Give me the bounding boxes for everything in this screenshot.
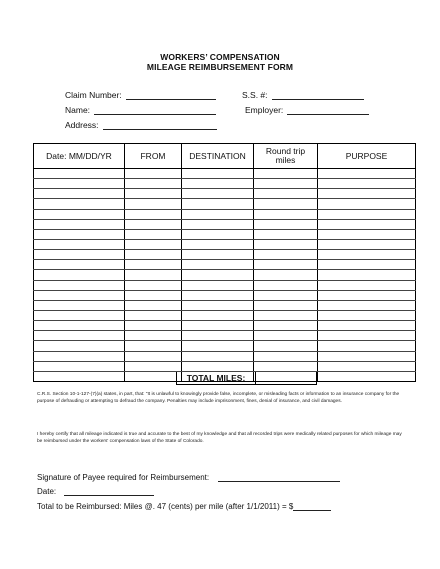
cell-purpose[interactable] — [318, 199, 416, 209]
cell-from[interactable] — [125, 250, 182, 260]
cell-date[interactable] — [34, 179, 125, 189]
ss-label: S.S. #: — [242, 90, 268, 100]
table-row — [34, 270, 416, 280]
cell-miles[interactable] — [254, 209, 318, 219]
cell-miles[interactable] — [254, 229, 318, 239]
cell-from[interactable] — [125, 229, 182, 239]
cell-purpose[interactable] — [318, 351, 416, 361]
table-row — [34, 219, 416, 229]
table-row — [34, 229, 416, 239]
cell-date[interactable] — [34, 239, 125, 249]
employer-input[interactable] — [287, 105, 369, 115]
cell-from[interactable] — [125, 351, 182, 361]
cell-purpose[interactable] — [318, 280, 416, 290]
cell-purpose[interactable] — [318, 371, 416, 381]
cell-miles[interactable] — [254, 189, 318, 199]
table-row — [34, 361, 416, 371]
cell-from[interactable] — [125, 341, 182, 351]
cell-destination[interactable] — [182, 351, 254, 361]
cell-purpose[interactable] — [318, 341, 416, 351]
date-input[interactable] — [64, 487, 154, 496]
address-field[interactable] — [65, 120, 217, 130]
cell-miles[interactable] — [254, 239, 318, 249]
cell-destination[interactable] — [182, 310, 254, 320]
cell-purpose[interactable] — [318, 361, 416, 371]
cell-date[interactable] — [34, 300, 125, 310]
cell-destination[interactable] — [182, 229, 254, 239]
cell-from[interactable] — [125, 280, 182, 290]
claim-number-label: Claim Number: — [65, 90, 122, 100]
cell-purpose[interactable] — [318, 169, 416, 179]
signature-input[interactable] — [218, 473, 340, 482]
cell-purpose[interactable] — [318, 290, 416, 300]
cell-from[interactable] — [125, 310, 182, 320]
cell-miles[interactable] — [254, 199, 318, 209]
cell-miles[interactable] — [254, 250, 318, 260]
table-row — [34, 239, 416, 249]
cell-purpose[interactable] — [318, 331, 416, 341]
table-row — [34, 321, 416, 331]
cell-date[interactable] — [34, 189, 125, 199]
cell-purpose[interactable] — [318, 321, 416, 331]
cell-miles[interactable] — [254, 179, 318, 189]
table-row — [34, 351, 416, 361]
name-field[interactable] — [65, 105, 216, 115]
cell-date[interactable] — [34, 331, 125, 341]
cell-purpose[interactable] — [318, 209, 416, 219]
employer-label: Employer: — [245, 105, 284, 115]
cell-date[interactable] — [34, 361, 125, 371]
cell-miles[interactable] — [254, 219, 318, 229]
statute-text: C.R.S. Section 10-1-127-(7)(a) states, in part, that: "It is unlawful to knowingly provide false, incomplete, or misleading facts or information to an insurance company for the purpose of defrauding or attempting to defraud the company. Penalties may include imprisonment, fines, denial of insurance, and civil damages. — [37, 392, 400, 405]
claim-number-field[interactable] — [65, 90, 216, 100]
name-label: Name: — [65, 105, 91, 115]
cell-destination[interactable] — [182, 219, 254, 229]
table-row — [34, 331, 416, 341]
header-round-trip-miles: Round trip miles — [254, 144, 318, 169]
total-reimbursed-input[interactable] — [293, 502, 331, 511]
cell-date[interactable] — [34, 229, 125, 239]
cell-from[interactable] — [125, 361, 182, 371]
cell-destination[interactable] — [182, 270, 254, 280]
total-reimbursed-label: Total to be Reimbursed: Miles @. 47 (cents) per mile (after 1/1/2011) = $ — [37, 502, 294, 511]
signature-label: Signature of Payee required for Reimbursement: — [37, 473, 210, 482]
cell-date[interactable] — [34, 280, 125, 290]
total-reimbursed-field[interactable] — [37, 502, 331, 511]
cell-destination[interactable] — [182, 321, 254, 331]
cell-date[interactable] — [34, 219, 125, 229]
cell-purpose[interactable] — [318, 179, 416, 189]
cell-date[interactable] — [34, 199, 125, 209]
table-row — [34, 250, 416, 260]
table-row — [34, 310, 416, 320]
signature-field[interactable] — [37, 473, 340, 482]
cell-destination[interactable] — [182, 169, 254, 179]
cell-destination[interactable] — [182, 300, 254, 310]
cell-miles[interactable] — [254, 321, 318, 331]
cell-purpose[interactable] — [318, 219, 416, 229]
header-purpose: PURPOSE — [318, 144, 416, 169]
cell-destination[interactable] — [182, 199, 254, 209]
table-row — [34, 209, 416, 219]
cell-destination[interactable] — [182, 331, 254, 341]
header-date: Date: MM/DD/YR — [34, 144, 125, 169]
cell-destination[interactable] — [182, 250, 254, 260]
claim-number-input[interactable] — [126, 90, 216, 100]
employer-field[interactable] — [245, 105, 369, 115]
cell-from[interactable] — [125, 331, 182, 341]
cell-miles[interactable] — [254, 361, 318, 371]
cell-date[interactable] — [34, 250, 125, 260]
cell-date[interactable] — [34, 270, 125, 280]
mileage-log-table — [33, 143, 416, 382]
form-title-line1: WORKERS’ COMPENSATION — [160, 52, 280, 62]
cell-date[interactable] — [34, 341, 125, 351]
date-field[interactable] — [37, 487, 154, 496]
cell-from[interactable] — [125, 371, 182, 381]
name-input[interactable] — [94, 105, 216, 115]
cell-date[interactable] — [34, 310, 125, 320]
cell-destination[interactable] — [182, 189, 254, 199]
ss-field[interactable] — [242, 90, 364, 100]
cell-from[interactable] — [125, 270, 182, 280]
date-label: Date: — [37, 487, 57, 496]
cell-date[interactable] — [34, 321, 125, 331]
cell-from[interactable] — [125, 189, 182, 199]
table-row — [34, 290, 416, 300]
cell-miles[interactable] — [254, 331, 318, 341]
cell-purpose[interactable] — [318, 250, 416, 260]
table-row — [34, 280, 416, 290]
cell-destination[interactable] — [182, 239, 254, 249]
cell-purpose[interactable] — [318, 239, 416, 249]
header-from: FROM — [125, 144, 182, 169]
cell-destination[interactable] — [182, 361, 254, 371]
table-header-row — [34, 144, 416, 169]
cell-miles[interactable] — [254, 280, 318, 290]
cell-destination[interactable] — [182, 260, 254, 270]
address-input[interactable] — [103, 120, 217, 130]
cell-miles[interactable] — [254, 169, 318, 179]
cell-miles[interactable] — [254, 300, 318, 310]
cell-from[interactable] — [125, 209, 182, 219]
cell-purpose[interactable] — [318, 229, 416, 239]
cell-destination[interactable] — [182, 341, 254, 351]
cell-from[interactable] — [125, 179, 182, 189]
cell-from[interactable] — [125, 321, 182, 331]
cell-miles[interactable] — [254, 290, 318, 300]
ss-input[interactable] — [272, 90, 364, 100]
table-row — [34, 179, 416, 189]
cell-destination[interactable] — [182, 179, 254, 189]
cell-destination[interactable] — [182, 290, 254, 300]
table-row — [34, 341, 416, 351]
cell-destination[interactable] — [182, 280, 254, 290]
header-destination: DESTINATION — [182, 144, 254, 169]
cell-from[interactable] — [125, 169, 182, 179]
cell-miles[interactable] — [254, 341, 318, 351]
table-row — [34, 199, 416, 209]
cell-purpose[interactable] — [318, 270, 416, 280]
cell-miles[interactable] — [254, 260, 318, 270]
cell-from[interactable] — [125, 300, 182, 310]
cell-date[interactable] — [34, 169, 125, 179]
mileage-log-body — [34, 169, 416, 382]
cell-purpose[interactable] — [318, 310, 416, 320]
address-label: Address: — [65, 120, 99, 130]
cell-from[interactable] — [125, 260, 182, 270]
table-row — [34, 189, 416, 199]
cell-date[interactable] — [34, 371, 125, 381]
cell-from[interactable] — [125, 239, 182, 249]
total-miles-cell[interactable] — [256, 372, 317, 385]
cell-date[interactable] — [34, 290, 125, 300]
table-row — [34, 169, 416, 179]
cell-from[interactable] — [125, 199, 182, 209]
cell-date[interactable] — [34, 260, 125, 270]
certification-text: I hereby certify that all mileage indicated is true and accurate to the best of my knowledge and that all recorded trips were medically related purposes for which mileage may be reimbursed under the workers' compensation laws of the State of Colorado. — [37, 432, 402, 445]
table-row — [34, 260, 416, 270]
cell-miles[interactable] — [254, 310, 318, 320]
cell-purpose[interactable] — [318, 300, 416, 310]
cell-from[interactable] — [125, 219, 182, 229]
form-title-line2: MILEAGE REIMBURSEMENT FORM — [146, 62, 294, 72]
total-miles-label: TOTAL MILES: — [176, 372, 256, 385]
total-miles-row — [176, 372, 317, 385]
cell-date[interactable] — [34, 351, 125, 361]
cell-purpose[interactable] — [318, 260, 416, 270]
cell-from[interactable] — [125, 290, 182, 300]
cell-destination[interactable] — [182, 209, 254, 219]
cell-date[interactable] — [34, 209, 125, 219]
cell-purpose[interactable] — [318, 189, 416, 199]
cell-miles[interactable] — [254, 351, 318, 361]
table-row — [34, 300, 416, 310]
cell-miles[interactable] — [254, 270, 318, 280]
